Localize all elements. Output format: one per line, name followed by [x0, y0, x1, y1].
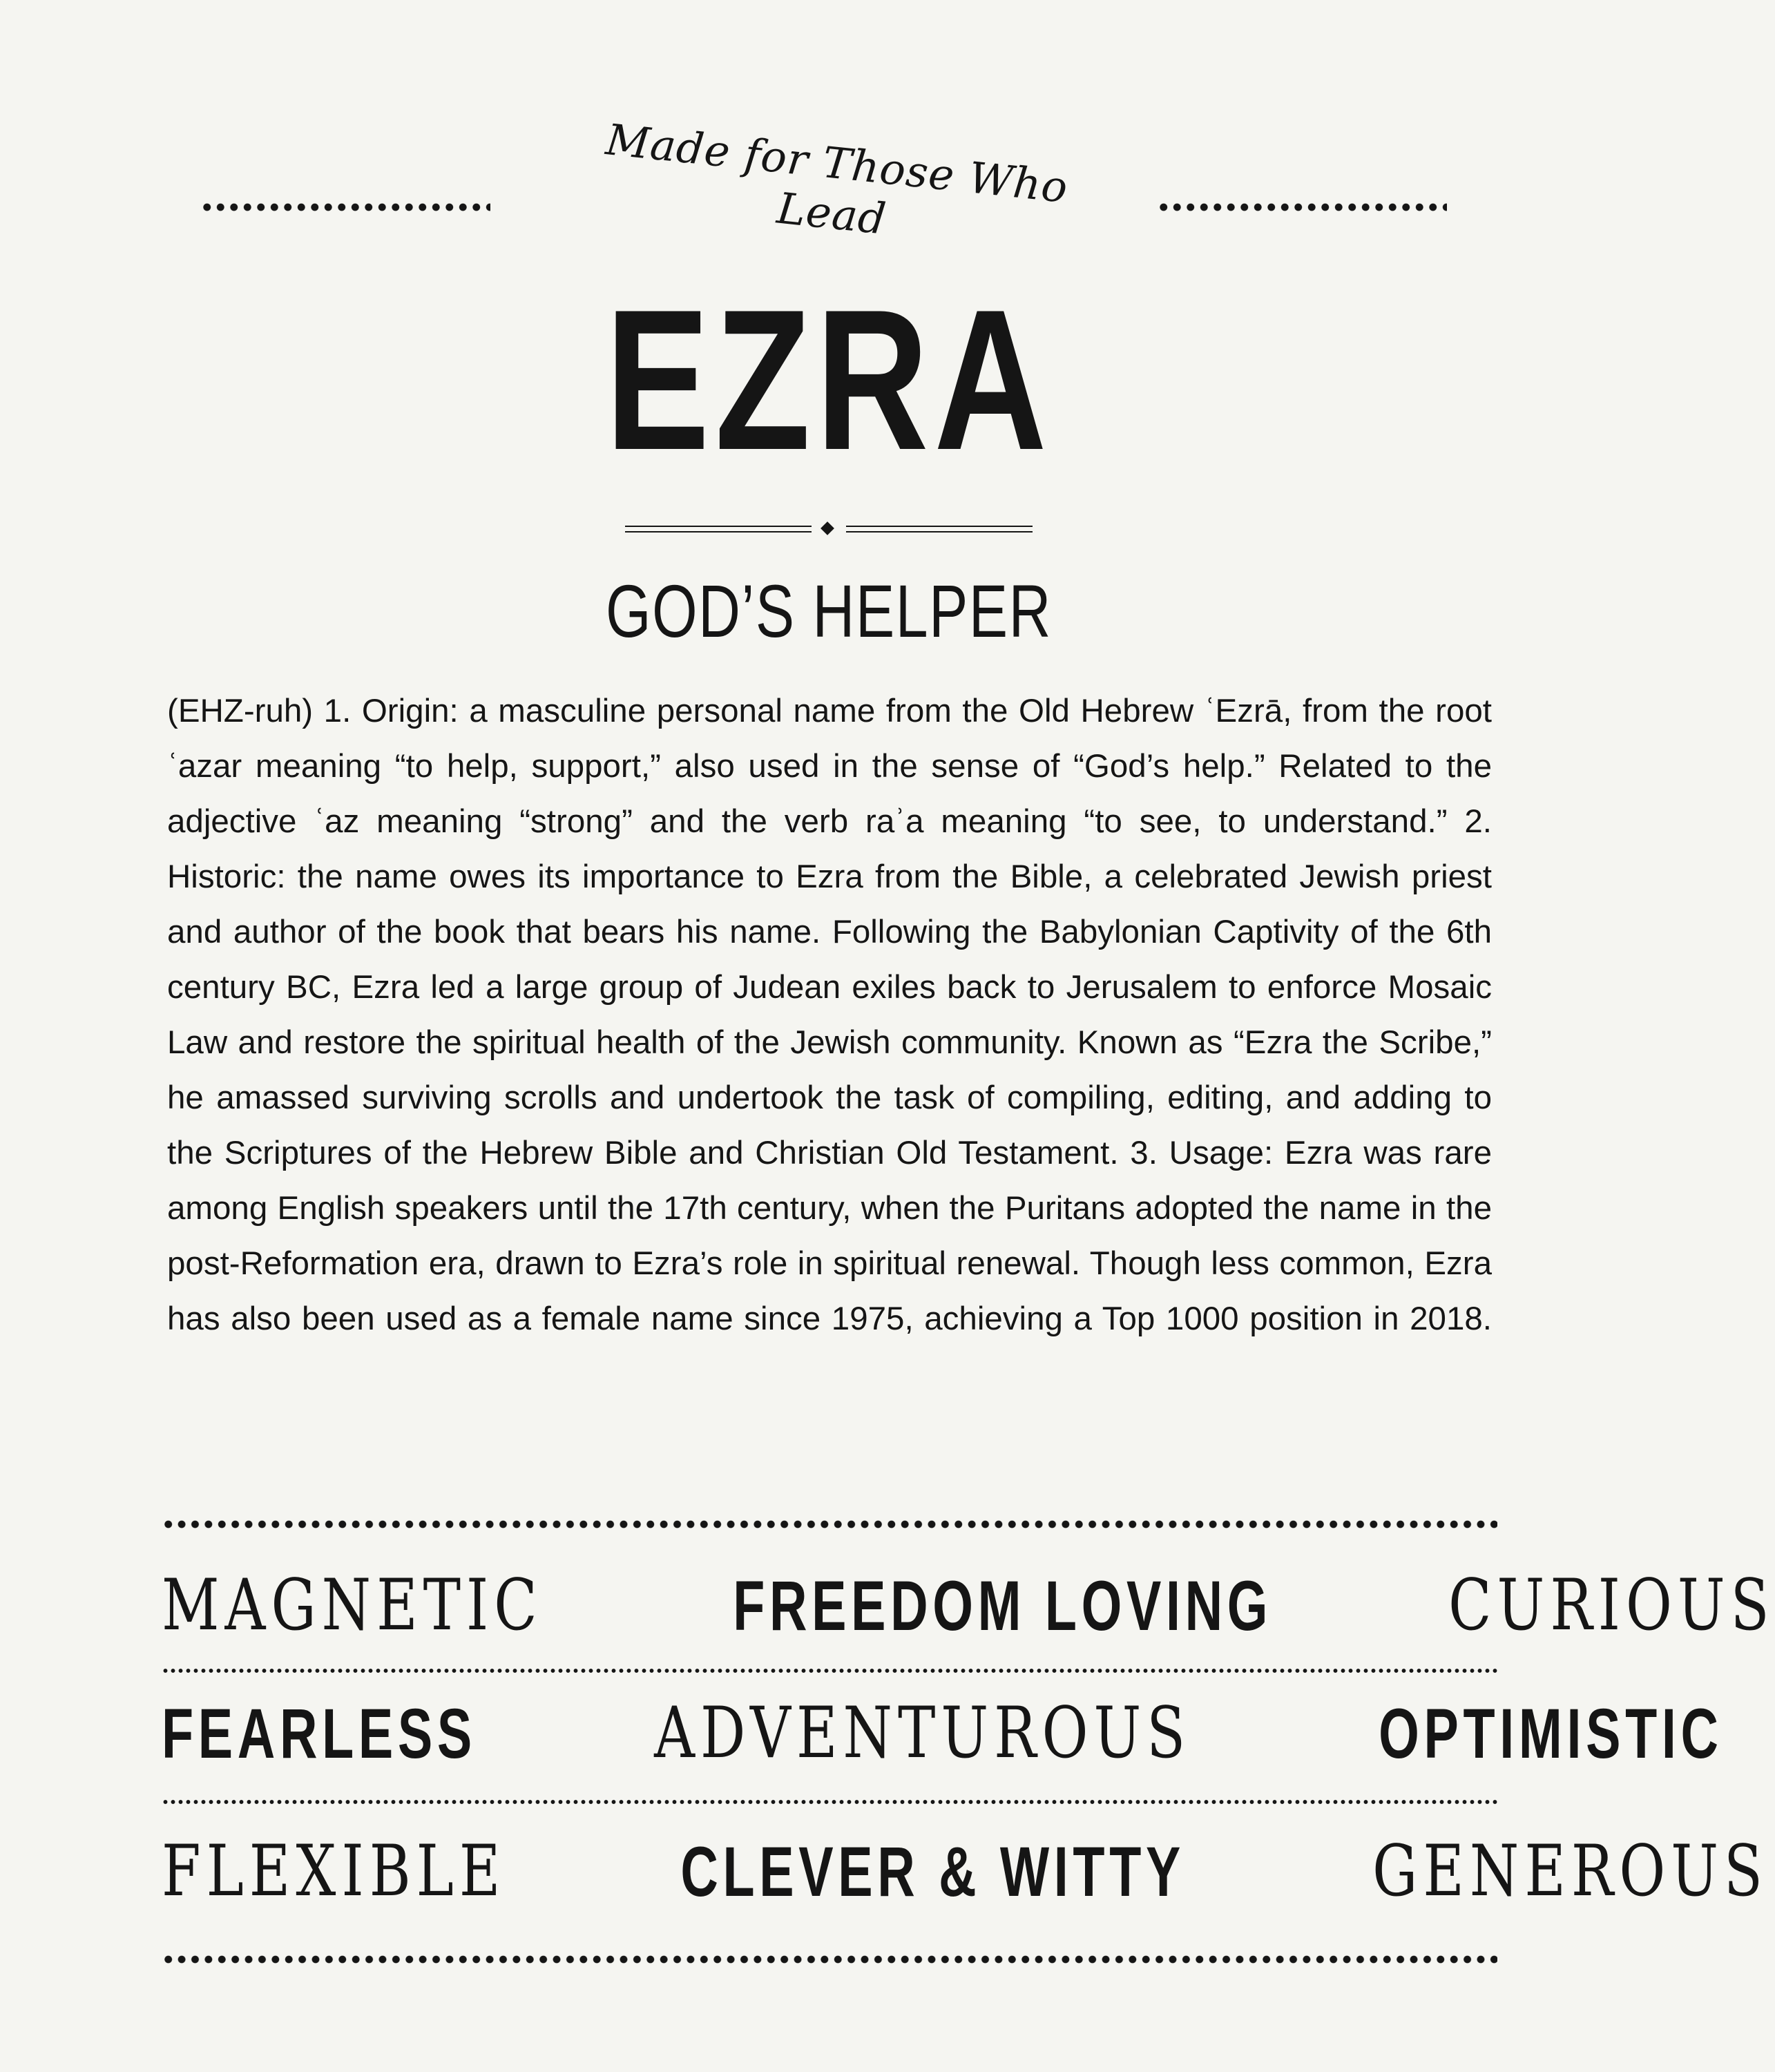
dots-divider-top [162, 1518, 1497, 1531]
name-heading: EZRA [605, 268, 1053, 492]
tagline-row [200, 114, 1437, 244]
name-meaning: GOD’S HELPER [605, 569, 1052, 653]
diamond-icon [821, 521, 834, 535]
trait-adventurous: ADVENTUROUS [654, 1692, 1191, 1774]
dots-divider-row2 [162, 1799, 1497, 1805]
trait-generous: GENEROUS [1372, 1830, 1769, 1912]
trait-optimistic: OPTIMISTIC [1379, 1694, 1724, 1773]
trait-fearless: FEARLESS [162, 1694, 477, 1773]
trait-clever-witty: CLEVER & WITTY [680, 1832, 1186, 1911]
trait-curious: CURIOUS [1448, 1564, 1775, 1647]
tagline: Made for Those Who Lead [603, 114, 1071, 244]
divider-rule-left [625, 526, 812, 533]
ornament-divider [625, 521, 1033, 538]
definition-text: (EHZ-ruh) 1. Origin: a masculine personal name from the Old Hebrew ʿEzrā, from the root ʿazar meaning “to help, support,” also used in the sense of “God’s help.” Related to the adjective ʿaz meaning “strong” and the verb raʾa meaning “to see, to understand.” 2. Historic: the name owes its importance to Ezra from the Bible, a celebrated Jewish priest and author of the book that bears his name. Following the Babylonian Captivity of the 6th century BC, Ezra led a large group of Judean exiles back to Jerusalem to enforce Mosaic Law and restore the spiritual health of the Jewish community. Known as “Ezra the Scribe,” he amassed surviving scrolls and undertook the task of compiling, editing, and adding to the Scriptures of the Hebrew Bible and Christian Old Testament. 3. Usage: Ezra was rare among English speakers until the 17th century, when the Puritans adopted the name in the post-Reformation era, drawn to Ezra’s role in spiritual renewal. Though less common, Ezra has also been used as a female name since 1975, achieving a Top 1000 position in 2018. [167, 693, 1492, 1337]
traits-row-3 [162, 1827, 1769, 1917]
traits-row-1 [162, 1561, 1775, 1651]
tagline-dots-right [1157, 202, 1447, 213]
dots-divider-row1 [162, 1668, 1497, 1673]
tagline-dots-left [200, 202, 490, 213]
trait-flexible: FLEXIBLE [162, 1830, 506, 1912]
trait-magnetic: MAGNETIC [162, 1564, 543, 1647]
divider-rule-right [846, 526, 1033, 533]
dots-divider-bottom [162, 1953, 1497, 1966]
traits-row-2 [162, 1689, 1724, 1778]
trait-freedom-loving: FREEDOM LOVING [732, 1566, 1272, 1645]
